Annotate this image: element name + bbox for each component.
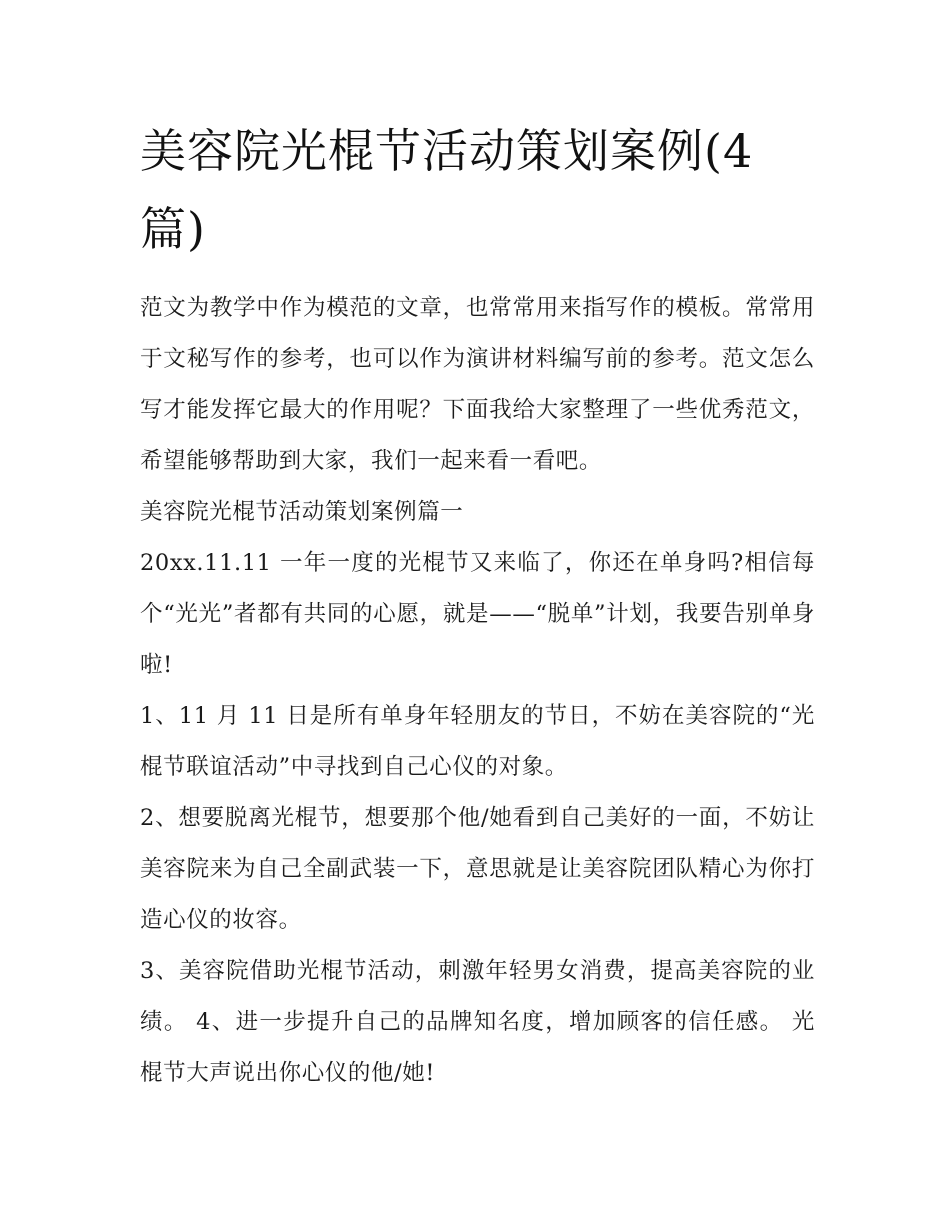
list-item: 2、想要脱离光棍节，想要那个他/她看到自己美好的一面，不妨让美容院来为自己全副武装一下，意思就是让美容院团队精心为你打造心仪的妆容。 bbox=[140, 805, 815, 933]
document-body bbox=[140, 112, 815, 1099]
section-heading: 美容院光棍节活动策划案例篇一 bbox=[140, 499, 464, 525]
paragraph: 20xx.11.11 一年一度的光棍节又来临了，你还在单身吗?相信每个“光光”者都有共同的心愿，就是——“脱单”计划，我要告别单身啦! bbox=[140, 550, 815, 678]
intro-paragraph: 范文为教学中作为模范的文章，也常常用来指写作的模板。常常用于文秘写作的参考，也可以作为演讲材料编写前的参考。范文怎么写才能发挥它最大的作用呢？下面我给大家整理了一些优秀范文，希望能够帮助到大家，我们一起来看一看吧。 bbox=[140, 295, 815, 474]
list-item: 1、11 月 11 日是所有单身年轻朋友的节日，不妨在美容院的“光棍节联谊活动”中寻找到自己心仪的对象。 bbox=[140, 703, 815, 780]
document-title: 美容院光棍节活动策划案例(4篇) bbox=[140, 124, 754, 256]
list-item: 3、美容院借助光棍节活动，刺激年轻男女消费，提高美容院的业绩。 4、进一步提升自己的品牌知名度，增加顾客的信任感。 光棍节大声说出你心仪的他/她! bbox=[140, 958, 815, 1086]
